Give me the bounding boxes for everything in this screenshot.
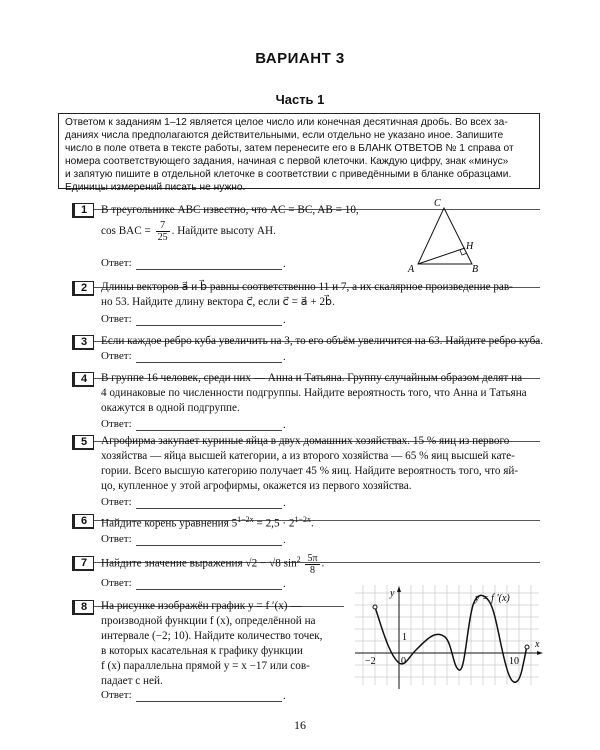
task-number-6: 6 xyxy=(72,514,94,529)
task-2-text-line2: но 53. Найдите длину вектора c⃗, если c⃗ = a⃗ + 2b⃗. xyxy=(101,296,335,308)
answer-field-8[interactable] xyxy=(136,701,282,702)
task-1-cos-label: cos BAC = xyxy=(101,225,151,238)
y-axis-label: y xyxy=(390,588,395,599)
answer-field-1[interactable] xyxy=(136,269,282,270)
vertex-h-label: H xyxy=(466,241,474,252)
task-5-text-line1: Агрофирма закупает куриные яйца в двух домашних хозяйствах. 15 % яиц из первого xyxy=(101,435,510,447)
answer-label: Ответ: xyxy=(101,496,132,508)
task-8-line: f (x) параллельна прямой y = x −17 или сов- xyxy=(101,660,310,672)
answer-dot: . xyxy=(283,351,286,363)
task-number-3: 3 xyxy=(72,335,94,350)
derivative-graph xyxy=(355,585,545,690)
answer-field-7[interactable] xyxy=(136,589,282,590)
answer-label: Ответ: xyxy=(101,533,132,545)
task-6-middle: = 2,5 · 2 xyxy=(253,517,295,530)
answer-dot: . xyxy=(283,534,286,546)
task-4-text-line2: 4 одинаковые по численности подгруппы. Найдите вероятность того, что Анна и Татьяна xyxy=(101,387,527,399)
task-8-line: в которых касательная к графику функции xyxy=(101,645,303,657)
answer-dot: . xyxy=(283,258,286,270)
tick-neg2-label: −2 xyxy=(365,656,376,667)
task-number-4: 4 xyxy=(72,372,94,387)
function-label: y = f ′(x) xyxy=(475,593,510,604)
task-number-5: 5 xyxy=(72,435,94,450)
answer-field-5[interactable] xyxy=(136,508,282,509)
triangle-figure xyxy=(400,196,490,276)
answer-dot: . xyxy=(283,578,286,590)
instructions-line: номера соответствующего задания, начиная с первой клеточки. Каждую цифру, знак «минус» xyxy=(65,156,509,167)
answer-field-3[interactable] xyxy=(136,362,282,363)
tick-1-label: 1 xyxy=(402,632,407,643)
answer-label: Ответ: xyxy=(101,577,132,589)
answer-label: Ответ: xyxy=(101,257,132,269)
answer-label: Ответ: xyxy=(101,313,132,325)
answer-dot: . xyxy=(283,419,286,431)
instructions-line: и запятую пишите в отдельной клеточке в соответствии с приведёнными в бланке образцами. xyxy=(65,169,512,180)
answer-label: Ответ: xyxy=(101,350,132,362)
task-1-question: . Найдите высоту AH. xyxy=(171,225,276,238)
instructions-line: число в поле ответа в тексте работы, затем перенесите его в БЛАНК ОТВЕТОВ № 1 справа от xyxy=(65,143,514,154)
vertex-c-label: C xyxy=(434,198,441,209)
tick-origin-label: 0 xyxy=(401,656,406,667)
task-5-text-line4: цо, купленное у этой агрофирмы, окажется из первого хозяйства. xyxy=(101,480,412,492)
task-number-7: 7 xyxy=(72,556,94,571)
task-2-text-line1: Длины векторов a⃗ и b⃗ равны соответственно 11 и 7, а их скалярное произведение рав- xyxy=(101,281,513,293)
task-1-text-line2 xyxy=(101,220,276,243)
answer-label: Ответ: xyxy=(101,418,132,430)
task-7-suffix: . xyxy=(321,557,325,570)
task-3-text-line1: Если каждое ребро куба увеличить на 3, то его объём увеличится на 63. Найдите ребро куба. xyxy=(101,335,544,347)
task-1-text-line1: В треугольнике ABC известно, что AC = BC, AB = 10, xyxy=(101,204,359,216)
task-8-line: падает с ней. xyxy=(101,675,163,687)
task-6-exponent-2: 1−2x xyxy=(294,515,312,524)
task-7-fraction xyxy=(305,553,319,576)
task-number-8: 8 xyxy=(72,600,94,615)
task-number-1: 1 xyxy=(72,203,94,218)
answer-dot: . xyxy=(283,497,286,509)
task-7-text xyxy=(101,552,324,576)
variant-title: ВАРИАНТ 3 xyxy=(255,50,345,67)
answer-field-4[interactable] xyxy=(136,430,282,431)
task-1-fraction xyxy=(156,220,170,243)
task-6-prefix: Найдите корень уравнения 5 xyxy=(101,517,238,530)
answer-field-6[interactable] xyxy=(136,545,282,546)
task-1-frac-num: 7 xyxy=(156,220,170,232)
answer-field-2[interactable] xyxy=(136,325,282,326)
tick-10-label: 10 xyxy=(509,656,519,667)
task-number-2: 2 xyxy=(72,281,94,296)
task-1-frac-den: 25 xyxy=(157,232,168,243)
instructions-box xyxy=(58,113,540,193)
task-7-exponent: 2 xyxy=(296,555,301,564)
task-5-text-line3: гории. Всего высшую категорию получает 45 % яиц. Найдите вероятность того, что яй- xyxy=(101,465,519,477)
instructions-line: Единицы измерений писать не нужно. xyxy=(65,182,246,193)
task-8-line: производной функции f (x), определённой на xyxy=(101,615,316,627)
task-8-line: интервале (−2; 10). Найдите количество точек, xyxy=(101,630,323,642)
vertex-b-label: B xyxy=(472,264,479,275)
task-7-frac-num: 5π xyxy=(307,552,318,564)
task-8-text xyxy=(101,599,346,689)
x-axis-label: x xyxy=(535,639,540,650)
task-6-text xyxy=(101,512,314,532)
vertex-a-label: A xyxy=(408,264,415,275)
task-5-text-line2: хозяйства — яйца высшей категории, а из второго хозяйства — 65 % яиц высшей кате- xyxy=(101,450,515,462)
instructions-line: Ответом к заданиям 1–12 является целое число или конечная десятичная дробь. Во всех за- xyxy=(65,117,508,128)
part-title: Часть 1 xyxy=(275,92,325,107)
answer-dot: . xyxy=(283,314,286,326)
instructions-line: даниях числа предполагаются действительными, если отдельно не указано иное. Запишите xyxy=(65,130,504,141)
task-7-prefix: Найдите значение выражения √2 − √8 sin xyxy=(101,557,297,570)
answer-label: Ответ: xyxy=(101,689,132,701)
task-6-suffix: . xyxy=(311,517,314,530)
task-8-line: На рисунке изображён график y = f ′(x) — xyxy=(101,600,302,612)
answer-dot: . xyxy=(283,690,286,702)
task-7-frac-den: 8 xyxy=(310,564,315,576)
page-number: 16 xyxy=(294,718,306,732)
task-6-exponent-1: 1−2x xyxy=(237,515,254,524)
task-4-text-line3: окажутся в одной подгруппе. xyxy=(101,402,240,414)
task-4-text-line1: В группе 16 человек, среди них — Анна и Татьяна. Группу случайным образом делят на xyxy=(101,372,523,384)
